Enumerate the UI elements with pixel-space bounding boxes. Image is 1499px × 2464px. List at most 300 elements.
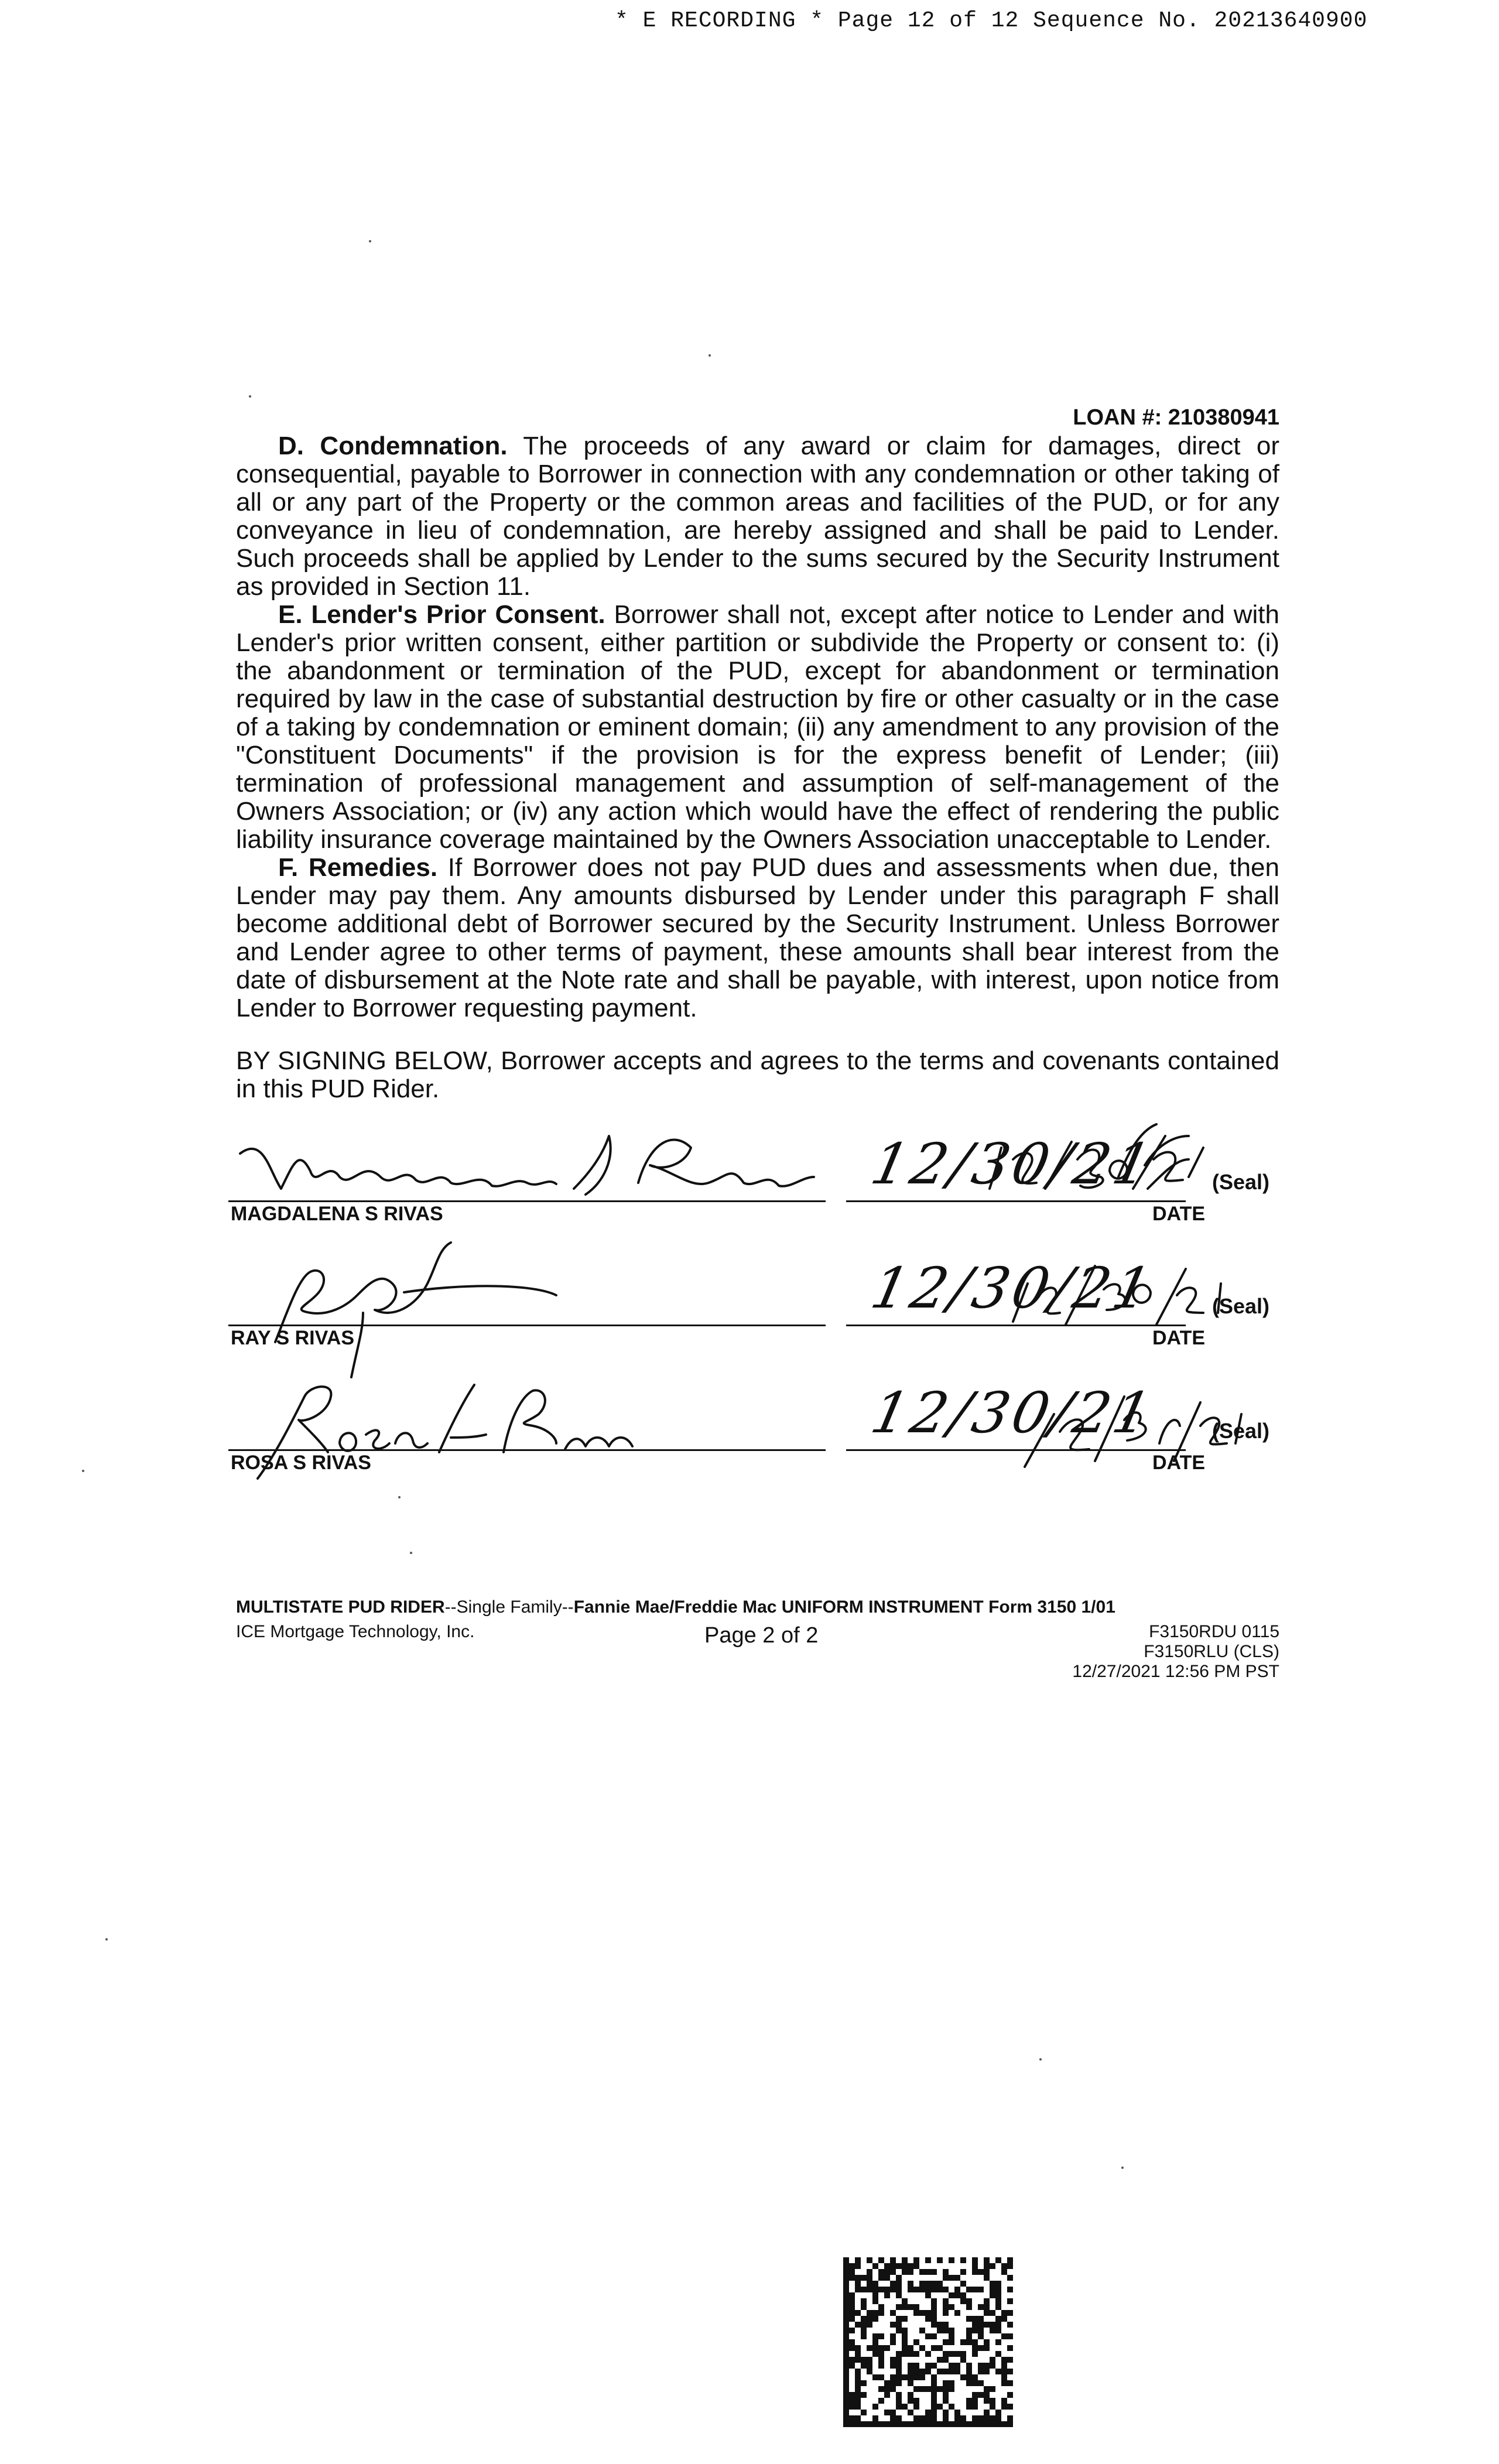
barcode-cell — [843, 2392, 849, 2398]
barcode-cell — [995, 2369, 1001, 2374]
barcode-cell — [896, 2392, 902, 2398]
barcode-cell — [972, 2392, 978, 2398]
barcode-cell — [925, 2415, 931, 2421]
barcode-cell — [896, 2281, 902, 2287]
barcode-cell — [995, 2351, 1001, 2357]
barcode-cell — [849, 2363, 855, 2369]
barcode-cell — [913, 2287, 919, 2292]
barcode-cell — [890, 2410, 896, 2415]
barcode-cell — [843, 2374, 849, 2380]
barcode-cell — [995, 2281, 1001, 2287]
barcode-cell — [843, 2257, 849, 2263]
barcode-cell — [978, 2333, 984, 2339]
barcode-cell — [919, 2281, 925, 2287]
signer-name: RAY S RIVAS — [231, 1327, 355, 1349]
barcode-cell — [960, 2374, 966, 2380]
barcode-cell — [943, 2392, 949, 2398]
barcode-cell — [896, 2421, 902, 2427]
barcode-cell — [990, 2363, 995, 2369]
section-f-heading: F. Remedies. — [278, 853, 438, 882]
barcode-cell — [931, 2386, 937, 2392]
barcode-cell — [896, 2328, 902, 2333]
barcode-cell — [943, 2304, 949, 2310]
barcode-cell — [954, 2287, 960, 2292]
barcode-cell — [896, 2369, 902, 2374]
barcode-cell — [984, 2421, 990, 2427]
barcode-cell — [966, 2287, 972, 2292]
barcode-cell — [890, 2287, 896, 2292]
rider-body — [236, 432, 1279, 1103]
barcode-cell — [890, 2257, 896, 2263]
barcode-cell — [878, 2304, 884, 2310]
barcode-cell — [990, 2310, 995, 2316]
barcode-cell — [972, 2257, 978, 2263]
form-code-1: F3150RDU 0115 — [1149, 1622, 1279, 1641]
barcode-cell — [855, 2351, 861, 2357]
barcode-cell — [995, 2287, 1001, 2292]
barcode-cell — [954, 2275, 960, 2281]
barcode-cell — [966, 2363, 972, 2369]
barcode-cell — [849, 2298, 855, 2304]
barcode-cell — [849, 2392, 855, 2398]
barcode-cell — [960, 2298, 966, 2304]
barcode-cell — [984, 2322, 990, 2328]
signer-name: MAGDALENA S RIVAS — [231, 1203, 443, 1225]
barcode-cell — [872, 2404, 878, 2410]
barcode-cell — [890, 2281, 896, 2287]
barcode-cell — [867, 2281, 872, 2287]
barcode-cell — [1007, 2421, 1013, 2427]
barcode-cell — [855, 2322, 861, 2328]
barcode-cell — [949, 2369, 954, 2374]
barcode-cell — [984, 2298, 990, 2304]
barcode-cell — [884, 2380, 890, 2386]
barcode-cell — [1001, 2380, 1007, 2386]
barcode-cell — [937, 2257, 943, 2263]
barcode-cell — [896, 2404, 902, 2410]
barcode-cell — [913, 2415, 919, 2421]
barcode-cell — [972, 2374, 978, 2380]
barcode-cell — [990, 2404, 995, 2410]
barcode-cell — [861, 2316, 867, 2322]
barcode-cell — [984, 2275, 990, 2281]
barcode-cell — [949, 2404, 954, 2410]
barcode-cell — [972, 2351, 978, 2357]
barcode-cell — [872, 2345, 878, 2351]
barcode-cell — [908, 2410, 913, 2415]
barcode-cell — [995, 2298, 1001, 2304]
barcode-cell — [867, 2257, 872, 2263]
section-e-heading: E. Lender's Prior Consent. — [278, 600, 605, 629]
barcode-cell — [913, 2386, 919, 2392]
barcode-cell — [931, 2333, 937, 2339]
barcode-cell — [913, 2257, 919, 2263]
barcode-cell — [908, 2351, 913, 2357]
barcode-cell — [966, 2404, 972, 2410]
barcode-cell — [1007, 2392, 1013, 2398]
barcode-cell — [937, 2357, 943, 2363]
barcode-cell — [1007, 2333, 1013, 2339]
barcode-cell — [913, 2351, 919, 2357]
barcode-cell — [931, 2374, 937, 2380]
barcode-cell — [843, 2357, 849, 2363]
barcode-cell — [943, 2275, 949, 2281]
barcode-cell — [937, 2386, 943, 2392]
barcode-cell — [843, 2369, 849, 2374]
barcode-cell — [966, 2374, 972, 2380]
barcode-cell — [960, 2415, 966, 2421]
barcode-cell — [995, 2339, 1001, 2345]
barcode-cell — [843, 2292, 849, 2298]
date-line — [846, 1200, 1186, 1202]
barcode-cell — [890, 2333, 896, 2339]
barcode-cell — [972, 2316, 978, 2322]
barcode-cell — [931, 2345, 937, 2351]
barcode-cell — [913, 2310, 919, 2316]
barcode-cell — [1001, 2363, 1007, 2369]
barcode-cell — [855, 2369, 861, 2374]
barcode-cell — [902, 2263, 908, 2269]
barcode-cell — [902, 2421, 908, 2427]
barcode-cell — [908, 2392, 913, 2398]
barcode-cell — [861, 2322, 867, 2328]
barcode-cell — [931, 2310, 937, 2316]
barcode-cell — [925, 2351, 931, 2357]
barcode-cell — [984, 2263, 990, 2269]
barcode-cell — [1007, 2357, 1013, 2363]
barcode-cell — [925, 2310, 931, 2316]
barcode-cell — [984, 2257, 990, 2263]
barcode-cell — [855, 2263, 861, 2269]
barcode-cell — [984, 2410, 990, 2415]
barcode-cell — [843, 2316, 849, 2322]
barcode-cell — [960, 2281, 966, 2287]
barcode-cell — [843, 2410, 849, 2415]
barcode-cell — [890, 2415, 896, 2421]
barcode-cell — [1007, 2404, 1013, 2410]
barcode-cell — [878, 2357, 884, 2363]
barcode-cell — [890, 2380, 896, 2386]
barcode-cell — [855, 2275, 861, 2281]
barcode-cell — [878, 2333, 884, 2339]
barcode-cell — [954, 2351, 960, 2357]
barcode-cell — [954, 2415, 960, 2421]
barcode-cell — [966, 2398, 972, 2404]
date-line — [846, 1449, 1186, 1451]
form-title-part2: Fannie Mae/Freddie Mac UNIFORM INSTRUMENT Form 3150 1/01 — [573, 1597, 1115, 1617]
barcode-cell — [855, 2257, 861, 2263]
barcode-cell — [908, 2281, 913, 2287]
barcode-cell — [849, 2404, 855, 2410]
barcode-cell — [878, 2386, 884, 2392]
signature-block-rosa — [228, 1380, 1282, 1566]
barcode-cell — [919, 2310, 925, 2316]
form-title-sub: --Single Family-- — [444, 1597, 574, 1617]
barcode-cell — [978, 2415, 984, 2421]
barcode-cell — [978, 2287, 984, 2292]
barcode-cell — [843, 2345, 849, 2351]
barcode-cell — [913, 2369, 919, 2374]
barcode-cell — [972, 2421, 978, 2427]
barcode-cell — [913, 2304, 919, 2310]
barcode-cell — [949, 2380, 954, 2386]
barcode-cell — [978, 2369, 984, 2374]
barcode-cell — [908, 2398, 913, 2404]
barcode-cell — [843, 2298, 849, 2304]
barcode-cell — [861, 2328, 867, 2333]
seal-label: (Seal) — [1212, 1294, 1270, 1318]
barcode-cell — [1007, 2257, 1013, 2263]
barcode-cell — [861, 2410, 867, 2415]
barcode-cell — [931, 2398, 937, 2404]
date-line — [846, 1325, 1186, 1326]
barcode-cell — [843, 2333, 849, 2339]
barcode-cell — [943, 2415, 949, 2421]
barcode-cell — [919, 2415, 925, 2421]
barcode-cell — [943, 2410, 949, 2415]
barcode-cell — [960, 2257, 966, 2263]
date-label: DATE — [1152, 1452, 1206, 1474]
barcode-cell — [861, 2380, 867, 2386]
barcode-cell — [931, 2410, 937, 2415]
barcode-cell — [990, 2398, 995, 2404]
barcode-cell — [908, 2263, 913, 2269]
barcode-cell — [896, 2374, 902, 2380]
barcode-cell — [884, 2263, 890, 2269]
barcode-cell — [878, 2421, 884, 2427]
barcode-cell — [902, 2345, 908, 2351]
barcode-cell — [919, 2374, 925, 2380]
barcode-cell — [867, 2421, 872, 2427]
barcode-cell — [867, 2269, 872, 2275]
barcode-cell — [978, 2421, 984, 2427]
footer-row — [236, 1622, 1279, 1686]
barcode-cell — [855, 2404, 861, 2410]
scan-speck — [709, 354, 711, 357]
barcode-cell — [990, 2322, 995, 2328]
barcode-cell — [943, 2328, 949, 2333]
barcode-cell — [990, 2281, 995, 2287]
signature-line — [228, 1325, 826, 1326]
barcode-cell — [925, 2292, 931, 2298]
barcode-cell — [972, 2415, 978, 2421]
barcode-cell — [867, 2287, 872, 2292]
barcode-cell — [954, 2310, 960, 2316]
barcode-cell — [978, 2392, 984, 2398]
signer-name: ROSA S RIVAS — [231, 1452, 371, 1474]
barcode-cell — [1007, 2287, 1013, 2292]
scan-speck — [369, 240, 371, 242]
barcode-cell — [984, 2345, 990, 2351]
barcode-cell — [925, 2363, 931, 2369]
section-f-text: If Borrower does not pay PUD dues and assessments when due, then Lender may pay them. Any amounts disbursed by Lender under this paragraph F shall become additional debt of Borrower secured by the Security Instrument. Unless Borrower and Lender agree to other terms of payment, these amounts shall bear interest from the date of disbursement at the Note rate and shall be payable, with interest, upon notice from Lender to Borrower requesting payment. — [236, 853, 1279, 1022]
barcode-cell — [849, 2304, 855, 2310]
barcode-cell — [896, 2292, 902, 2298]
barcode-cell — [878, 2345, 884, 2351]
barcode-cell — [872, 2351, 878, 2357]
barcode-cell — [861, 2275, 867, 2281]
barcode-cell — [872, 2287, 878, 2292]
barcode-cell — [902, 2269, 908, 2275]
barcode-cell — [990, 2263, 995, 2269]
barcode-cell — [908, 2287, 913, 2292]
barcode-cell — [954, 2292, 960, 2298]
barcode-cell — [943, 2421, 949, 2427]
form-title — [236, 1597, 1279, 1617]
barcode-cell — [878, 2310, 884, 2316]
barcode-cell — [878, 2257, 884, 2263]
barcode-cell — [937, 2328, 943, 2333]
barcode-cell — [925, 2369, 931, 2374]
barcode-cell — [960, 2421, 966, 2427]
barcode-cell — [960, 2339, 966, 2345]
barcode-cell — [861, 2392, 867, 2398]
scan-speck — [82, 1470, 84, 1472]
barcode-cell — [908, 2363, 913, 2369]
form-codes — [1072, 1622, 1279, 1682]
barcode-cell — [855, 2287, 861, 2292]
barcode-cell — [843, 2386, 849, 2392]
barcode-cell — [849, 2357, 855, 2363]
scan-speck — [410, 1552, 412, 1554]
barcode-cell — [872, 2292, 878, 2298]
barcode-cell — [872, 2316, 878, 2322]
barcode-cell — [931, 2269, 937, 2275]
barcode-cell — [861, 2357, 867, 2363]
signature-line — [228, 1449, 826, 1451]
barcode-cell — [843, 2351, 849, 2357]
barcode-cell — [931, 2404, 937, 2410]
barcode-cell — [867, 2363, 872, 2369]
barcode-cell — [949, 2339, 954, 2345]
barcode-cell — [861, 2304, 867, 2310]
barcode-cell — [943, 2287, 949, 2292]
form-title-part1: MULTISTATE PUD RIDER — [236, 1597, 445, 1617]
barcode-cell — [849, 2310, 855, 2316]
barcode-cell — [984, 2339, 990, 2345]
barcode-cell — [972, 2328, 978, 2333]
barcode-cell — [995, 2292, 1001, 2298]
scan-speck — [105, 1938, 108, 1941]
barcode-cell — [884, 2292, 890, 2298]
barcode-cell — [872, 2374, 878, 2380]
datamatrix-barcode — [843, 2257, 1013, 2427]
scan-speck — [1039, 2058, 1042, 2061]
barcode-cell — [949, 2328, 954, 2333]
barcode-cell — [1001, 2404, 1007, 2410]
barcode-cell — [978, 2304, 984, 2310]
barcode-cell — [943, 2380, 949, 2386]
barcode-cell — [1001, 2263, 1007, 2269]
barcode-cell — [984, 2415, 990, 2421]
barcode-cell — [902, 2374, 908, 2380]
barcode-cell — [972, 2380, 978, 2386]
barcode-cell — [990, 2421, 995, 2427]
barcode-cell — [978, 2363, 984, 2369]
barcode-cell — [855, 2386, 861, 2392]
barcode-cell — [943, 2386, 949, 2392]
barcode-cell — [978, 2269, 984, 2275]
barcode-cell — [849, 2328, 855, 2333]
barcode-cell — [925, 2281, 931, 2287]
barcode-cell — [943, 2269, 949, 2275]
handwritten-date: 12/30/21 — [865, 1131, 1161, 1197]
barcode-cell — [890, 2263, 896, 2269]
barcode-cell — [960, 2269, 966, 2275]
barcode-cell — [984, 2269, 990, 2275]
barcode-cell — [884, 2410, 890, 2415]
barcode-cell — [843, 2281, 849, 2287]
form-footer — [236, 1597, 1279, 1686]
barcode-cell — [972, 2345, 978, 2351]
barcode-cell — [843, 2322, 849, 2328]
barcode-cell — [943, 2357, 949, 2363]
barcode-cell — [878, 2398, 884, 2404]
barcode-cell — [855, 2345, 861, 2351]
barcode-cell — [949, 2421, 954, 2427]
barcode-cell — [849, 2398, 855, 2404]
barcode-cell — [1007, 2415, 1013, 2421]
barcode-cell — [949, 2275, 954, 2281]
barcode-cell — [855, 2415, 861, 2421]
barcode-cell — [890, 2421, 896, 2427]
barcode-cell — [890, 2339, 896, 2345]
barcode-cell — [990, 2386, 995, 2392]
handwritten-date: 12/30/21 — [865, 1255, 1161, 1321]
barcode-cell — [919, 2345, 925, 2351]
barcode-cell — [943, 2339, 949, 2345]
barcode-cell — [843, 2380, 849, 2386]
barcode-cell — [1007, 2369, 1013, 2374]
vendor-name: ICE Mortgage Technology, Inc. — [236, 1622, 475, 1641]
barcode-cell — [843, 2421, 849, 2427]
barcode-cell — [861, 2287, 867, 2292]
barcode-cell — [972, 2322, 978, 2328]
barcode-cell — [966, 2421, 972, 2427]
section-d-condemnation — [236, 432, 1279, 601]
barcode-cell — [849, 2275, 855, 2281]
barcode-cell — [896, 2380, 902, 2386]
barcode-cell — [843, 2328, 849, 2333]
barcode-cell — [896, 2351, 902, 2357]
barcode-cell — [978, 2380, 984, 2386]
barcode-cell — [925, 2333, 931, 2339]
barcode-cell — [913, 2374, 919, 2380]
barcode-cell — [972, 2404, 978, 2410]
barcode-cell — [843, 2269, 849, 2275]
barcode-cell — [1001, 2398, 1007, 2404]
barcode-cell — [978, 2328, 984, 2333]
barcode-cell — [855, 2380, 861, 2386]
barcode-cell — [908, 2269, 913, 2275]
barcode-cell — [1001, 2421, 1007, 2427]
barcode-cell — [984, 2310, 990, 2316]
barcode-cell — [931, 2322, 937, 2328]
barcode-cell — [972, 2398, 978, 2404]
barcode-cell — [925, 2287, 931, 2292]
barcode-cell — [890, 2310, 896, 2316]
barcode-cell — [943, 2298, 949, 2304]
barcode-cell — [896, 2398, 902, 2404]
barcode-cell — [908, 2345, 913, 2351]
barcode-cell — [931, 2316, 937, 2322]
barcode-cell — [908, 2380, 913, 2386]
barcode-cell — [896, 2415, 902, 2421]
barcode-cell — [919, 2421, 925, 2427]
barcode-cell — [960, 2292, 966, 2298]
barcode-cell — [849, 2339, 855, 2345]
barcode-cell — [949, 2257, 954, 2263]
